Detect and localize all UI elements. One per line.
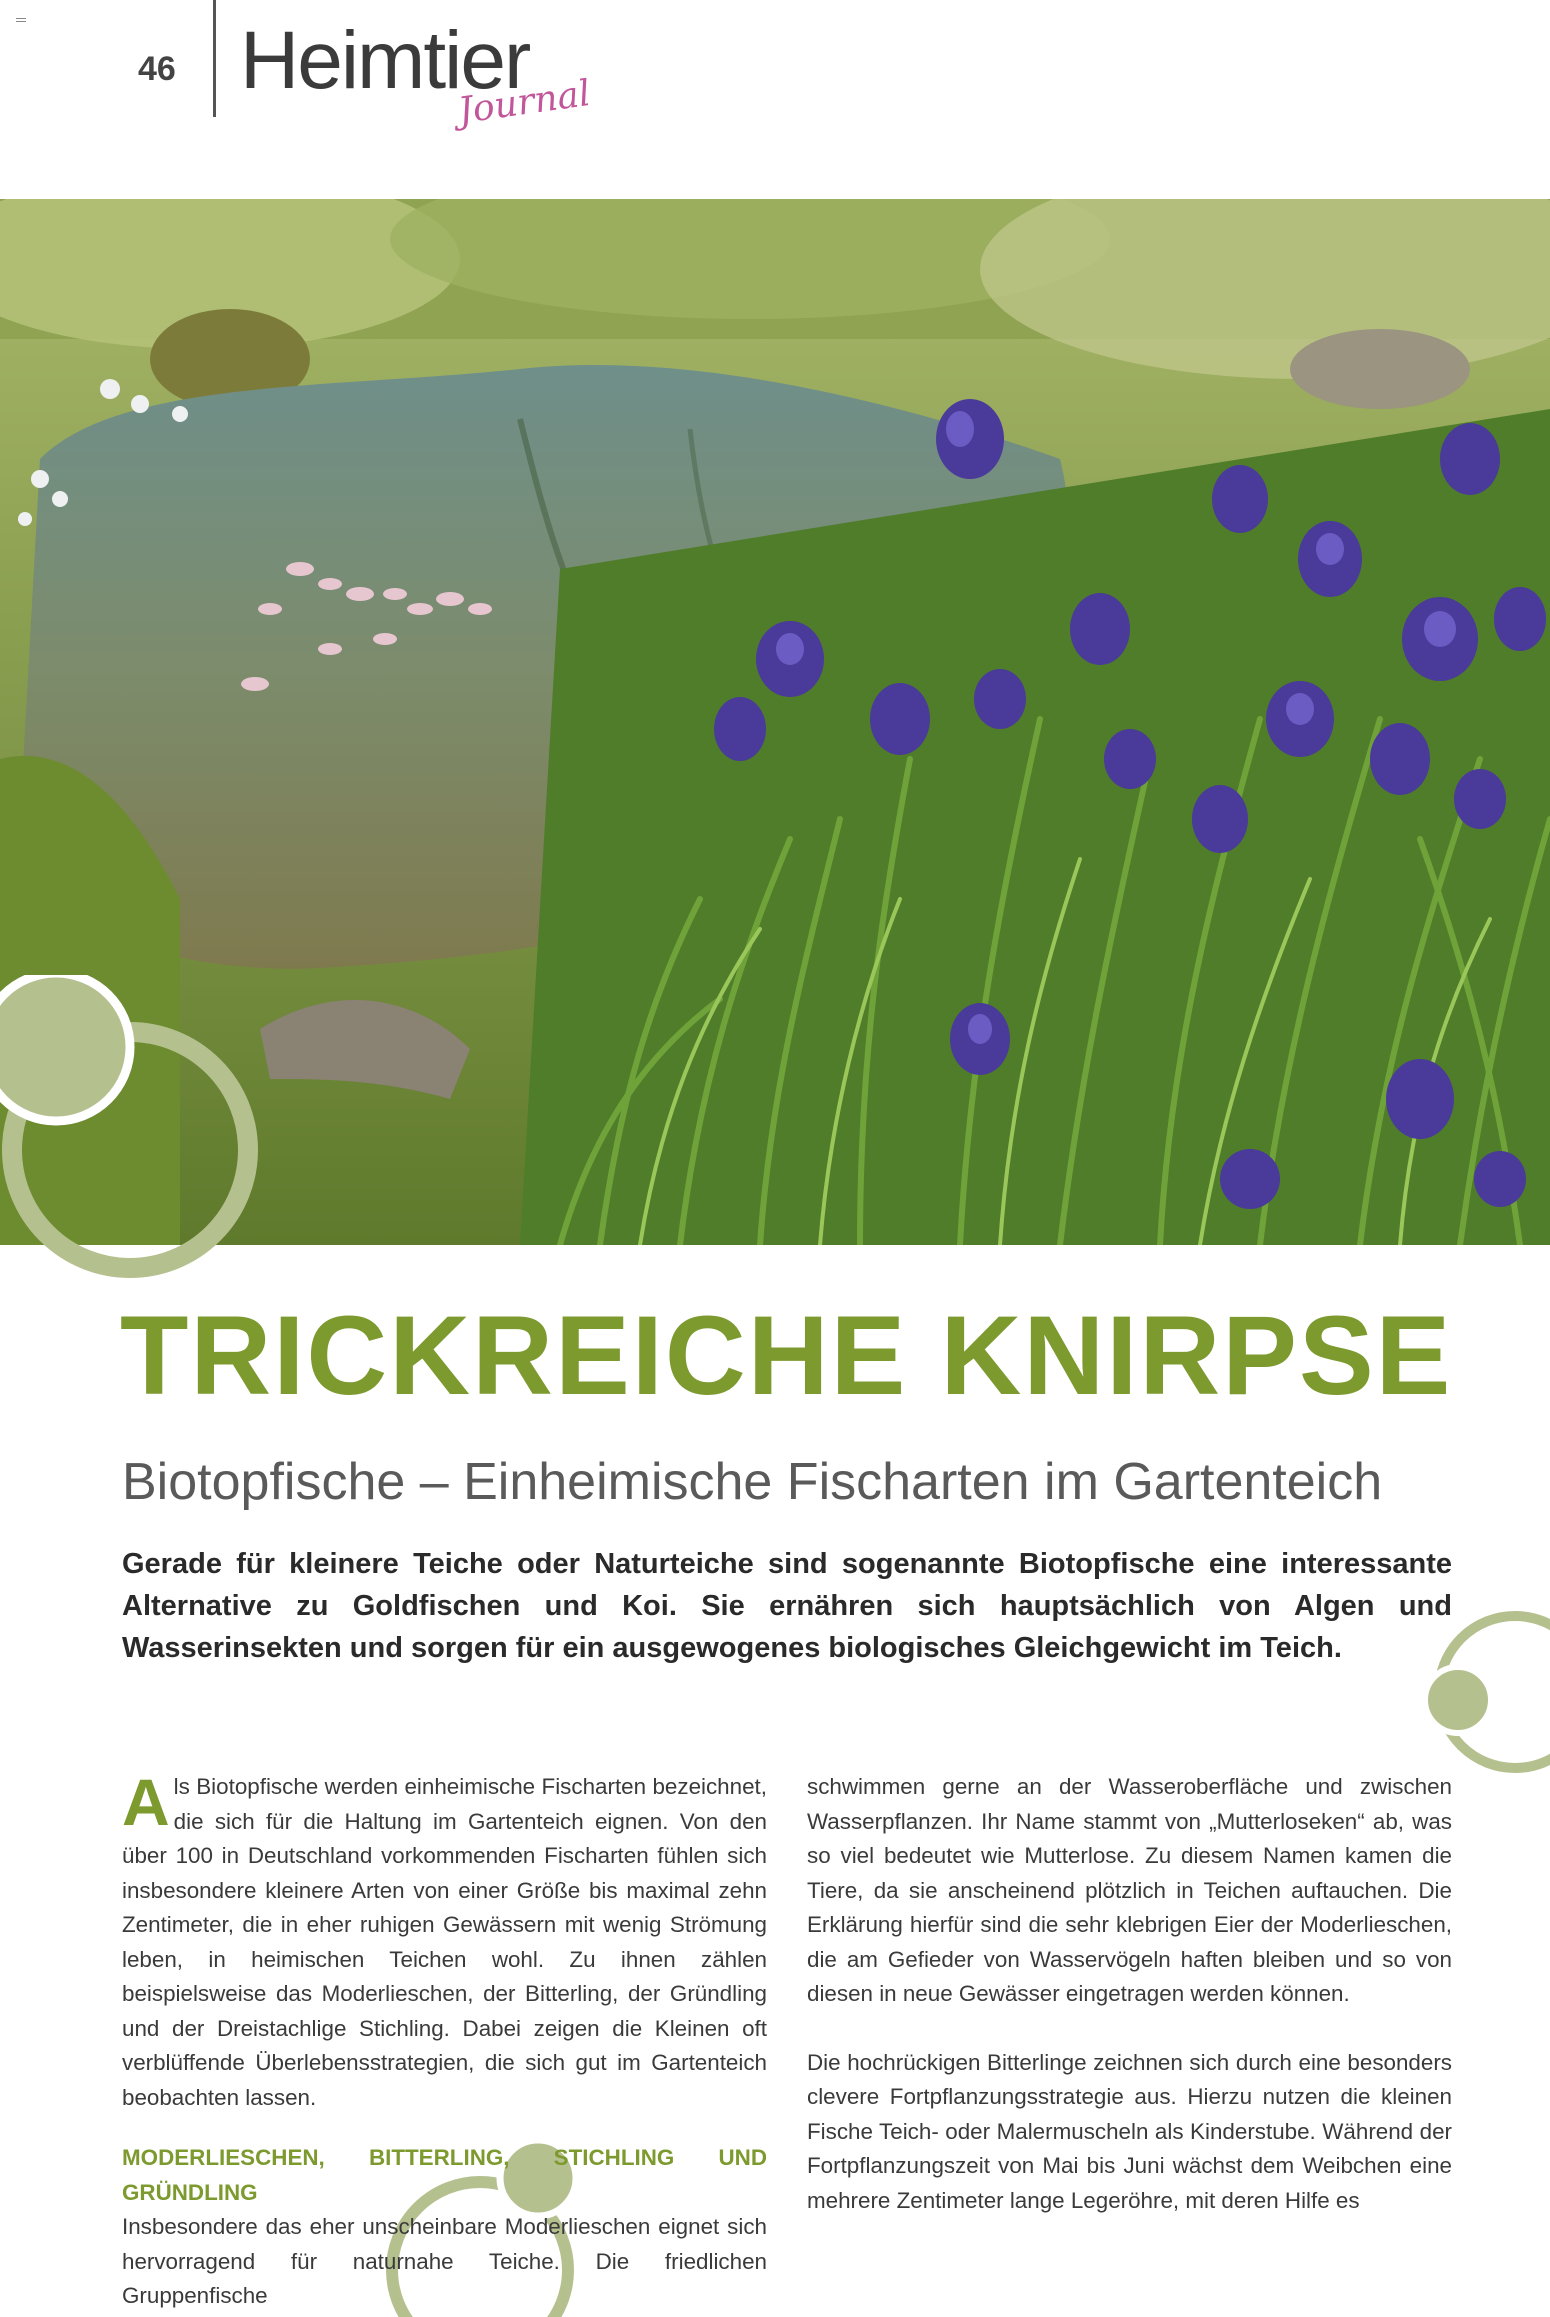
intro-paragraph <box>122 1765 767 2115</box>
logo-sub: Journal <box>455 72 593 133</box>
paragraph-moderlieschen: schwimmen gerne an der Wasseroberfläche und zwischen Wasserpflanzen. Ihr Name stammt von „Mutterloseken“ ab, was so viel bedeutet wie Mutterlose. Zu diesem Namen kamen die Tiere, da sie anscheinend plötzlich in Teichen auftauchen. Die Erklärung hierfür sind die sehr klebrigen Eier der Moderlieschen, die am Gefieder von Wasservögeln haften bleiben und so von diesen in neue Gewässer eingetragen werden können. <box>807 1774 1452 2006</box>
paragraph-bitterling: Die hochrückigen Bitterlinge zeichnen sich durch eine besonders clevere Fortpflanzungsstrategie aus. Hierzu nutzen die kleinen Fische Teich- oder Malermuscheln als Kinderstube. Während der Fortpflanzungszeit von Mai bis Juni wächst dem Weibchen eine mehrere Zentimeter lange Legeröhre, mit deren Hilfe es <box>807 2049 1452 2213</box>
menu-icon[interactable] <box>16 18 26 25</box>
text-column-right <box>807 1770 1452 2218</box>
header-divider <box>213 0 216 117</box>
logo-word: Heimtier <box>240 15 530 106</box>
section-paragraph: Insbesondere das eher unscheinbare Moderlieschen eignet sich hervorragend für naturnahe Teiche. Die friedlichen Gruppenfische <box>122 2214 767 2308</box>
headline: TRICKREICHE KNIRPSE <box>120 1293 1453 1418</box>
decorative-circles-left <box>0 975 320 1295</box>
intro-text: ls Biotopfische werden einheimische Fischarten bezeichnet, die sich für die Haltung im Gartenteich eignen. Von den über 100 in Deutschland vorkommenden Fischarten fühlen sich insbesondere kleinere Arten von einer Größe bis maximal zehn Zentimeter, die in eher ruhigen Gewässern mit wenig Strömung leben, in heimischen Teichen wohl. Zu ihnen zählen beispielsweise das Moderlieschen, der Bitterling, der Gründling und der Dreistachlige Stichling. Dabei zeigen die Kleinen oft verblüffende Überlebensstrategien, die sich gut im Gartenteich beobachten lassen. <box>122 1774 767 2110</box>
page-number: 46 <box>138 50 176 88</box>
magazine-logo <box>240 15 600 140</box>
subheadline: Biotopfische – Einheimische Fischarten im Gartenteich <box>122 1453 1383 1511</box>
section-heading: MODERLIESCHEN, BITTERLING, STICHLING UND GRÜNDLING <box>122 2145 767 2205</box>
drop-cap: A <box>122 1765 170 1839</box>
text-column-left <box>122 1765 767 2314</box>
lead-paragraph: Gerade für kleinere Teiche oder Naturteiche sind sogenannte Biotopfische eine interessante Alternative zu Goldfischen und Koi. Sie ernähren sich hauptsächlich von Algen und Wasserinsekten und sorgen für ein ausgewogenes biologisches Gleichgewicht im Teich. <box>122 1548 1452 1664</box>
